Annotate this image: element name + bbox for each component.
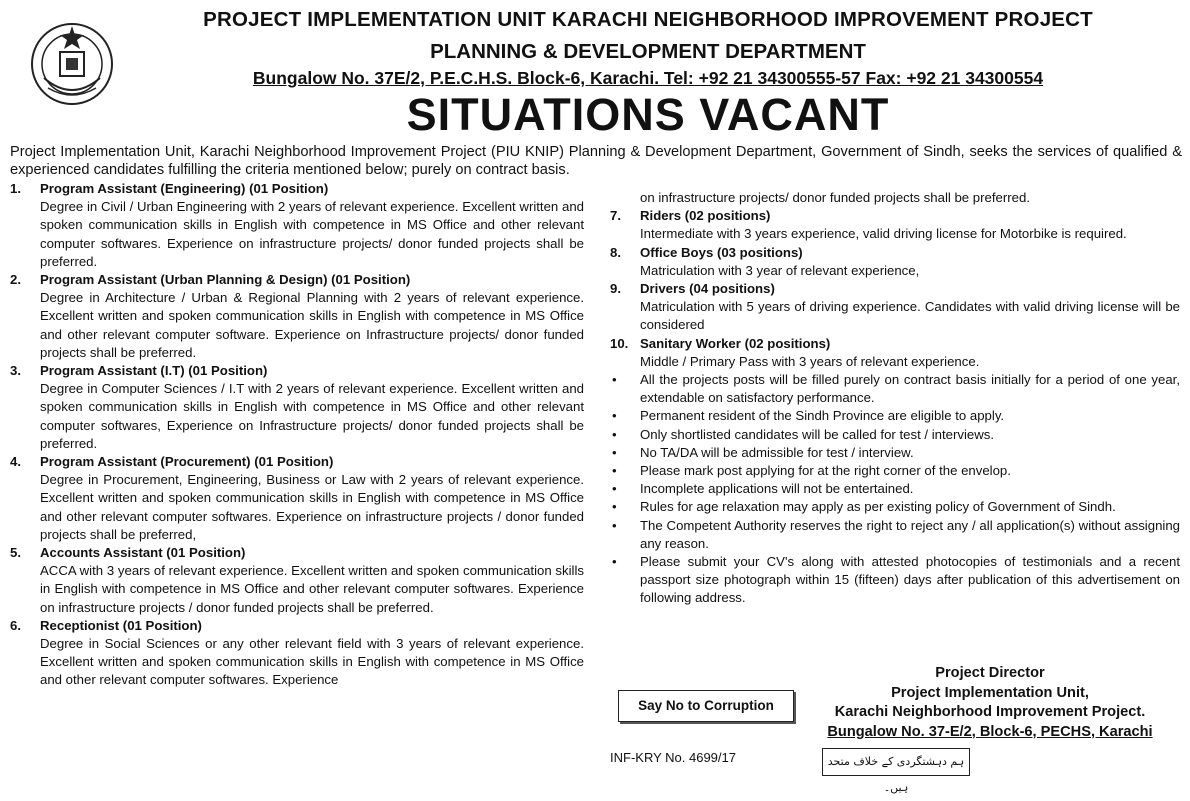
position-description: Degree in Architecture / Urban & Regional Planning with 2 years of relevant experience. Excellent written and spoken communication skills in English with competence in MS Office and other relevant computer software. Experience on Infrastructure projects/ donor funded projects shall be preferred. [40, 290, 584, 360]
position-description: Intermediate with 3 years experience, valid driving license for Motorbike is required. [640, 226, 1127, 242]
position-title: Office Boys (03 positions) [640, 244, 803, 260]
note-item: • Rules for age relaxation may apply as per existing policy of Government of Sindh. [640, 498, 1180, 516]
note-item: • The Competent Authority reserves the right to reject any / all application(s) without assigning any reason. [640, 517, 1180, 553]
note-item: • No TA/DA will be admissible for test / interview. [640, 444, 1180, 462]
item-number: 8. [610, 244, 621, 260]
position-description: Degree in Procurement, Engineering, Business or Law with 2 years of relevant experience. Excellent written and spoken communication skills in English with competence in MS Office and other relevant computer softwares. Experience on infrastructure projects / donor funded projects shall be preferred, [40, 472, 584, 542]
note-item: • Please submit your CV's along with attested photocopies of testimonials and a recent passport size photograph within 15 (fifteen) days after publication of this advertisement on following address. [640, 553, 1180, 608]
list-item [10, 362, 584, 453]
list-item [10, 271, 584, 362]
signature-project: Karachi Neighborhood Improvement Project. [834, 704, 1146, 720]
item-number: 3. [10, 363, 21, 379]
position-description-continued: on infrastructure projects/ donor funded projects shall be preferred. [640, 190, 1030, 205]
item-number: 4. [10, 454, 21, 470]
position-title: Program Assistant (Engineering) (01 Position) [40, 181, 329, 196]
header-address: Bungalow No. 37E/2, P.E.C.H.S. Block-6, Karachi. Tel: +92 21 34300555-57 Fax: +92 21 34300554 [252, 68, 1044, 88]
item-number: 2. [10, 272, 21, 288]
position-description: Degree in Social Sciences or any other relevant field with 3 years of relevant experience. Excellent written and spoken communication skills in English with competence in MS Office and other relevant computer softwares. Experience [40, 636, 584, 688]
notes-list [610, 371, 1180, 608]
position-title: Riders (02 positions) [640, 208, 771, 224]
list-item [610, 207, 1180, 243]
position-description: Matriculation with 3 year of relevant experience, [640, 262, 920, 278]
signature-address: Bungalow No. 37-E/2, Block-6, PECHS, Karachi [827, 723, 1153, 740]
position-description: ACCA with 3 years of relevant experience. Excellent written and spoken communication skills in English with competence in MS Office and other relevant computer softwares. Experience on infrastructure projects / donor funded projects shall be preferred. [40, 563, 584, 615]
note-item: • Incomplete applications will not be entertained. [640, 480, 1180, 498]
item-number: 7. [610, 208, 621, 224]
signature-block [800, 664, 1180, 742]
left-column [10, 180, 584, 690]
position-title: Drivers (04 positions) [640, 281, 775, 297]
note-item: • Permanent resident of the Sindh Province are eligible to apply. [640, 407, 1180, 425]
intro-paragraph: Project Implementation Unit, Karachi Neighborhood Improvement Project (PIU KNIP) Planning & Development Department, Government of Sindh, seeks the services of qualified & experienced candidates fulfilling the criteria mentioned below; purely on contract basis. [10, 144, 1182, 178]
item-number: 5. [10, 545, 21, 561]
list-item [610, 280, 1180, 335]
position-title: Program Assistant (I.T) (01 Position) [40, 363, 268, 379]
item-number: 10. [610, 335, 629, 351]
note-item: • All the projects posts will be filled purely on contract basis initially for a period of one year, extendable on satisfactory performance. [640, 371, 1180, 407]
position-title: Program Assistant (Urban Planning & Design) (01 Position) [40, 272, 411, 288]
item-number: 9. [610, 281, 621, 297]
position-title: Accounts Assistant (01 Position) [40, 545, 246, 561]
right-column [610, 189, 1180, 608]
inf-reference: INF-KRY No. 4699/17 [610, 750, 736, 765]
item-number: 1. [10, 181, 21, 196]
header-line-2: PLANNING & DEVELOPMENT DEPARTMENT [430, 40, 866, 63]
note-item: • Only shortlisted candidates will be called for test / interviews. [640, 426, 1180, 444]
signature-title: Project Director [935, 665, 1045, 681]
position-description: Matriculation with 5 years of driving experience. Candidates with valid driving license will be considered [640, 299, 1180, 333]
position-title: Receptionist (01 Position) [40, 617, 202, 633]
position-title: Sanitary Worker (02 positions) [640, 335, 831, 351]
note-item: • Please mark post applying for at the right corner of the envelop. [640, 462, 1180, 480]
position-title: Program Assistant (Procurement) (01 Position) [40, 454, 334, 470]
say-no-to-corruption-stamp: Say No to Corruption [618, 690, 794, 722]
header-line-1: PROJECT IMPLEMENTATION UNIT KARACHI NEIGHBORHOOD IMPROVEMENT PROJECT [203, 8, 1093, 31]
signature-unit: Project Implementation Unit, [891, 684, 1089, 701]
page-title: SITUATIONS VACANT [406, 89, 890, 140]
list-item [10, 617, 584, 690]
list-item [610, 244, 1180, 280]
position-description: Degree in Computer Sciences / I.T with 2 years of relevant experience. Excellent written and spoken communication skills in English with competence in MS Office and other relevant computer softwares, Experience on Infrastructure projects/ donor funded projects shall be preferred. [40, 381, 584, 451]
government-of-sindh-seal-icon [26, 18, 118, 110]
item-number: 6. [10, 617, 21, 633]
list-item [10, 453, 584, 544]
position-description: Degree in Civil / Urban Engineering with 2 years of relevant experience. Excellent written and spoken communication skills in English with competence in MS Office and other relevant computer softwares. Experience on infrastructure projects/ donor funded projects shall be preferred. [40, 199, 584, 269]
position-description: Middle / Primary Pass with 3 years of relevant experience. [640, 353, 980, 369]
list-item [10, 544, 584, 617]
urdu-slogan: ہم دہشتگردی کے خلاف متحد ہیں۔ [822, 748, 970, 776]
list-item [10, 180, 584, 271]
list-item [610, 335, 1180, 371]
